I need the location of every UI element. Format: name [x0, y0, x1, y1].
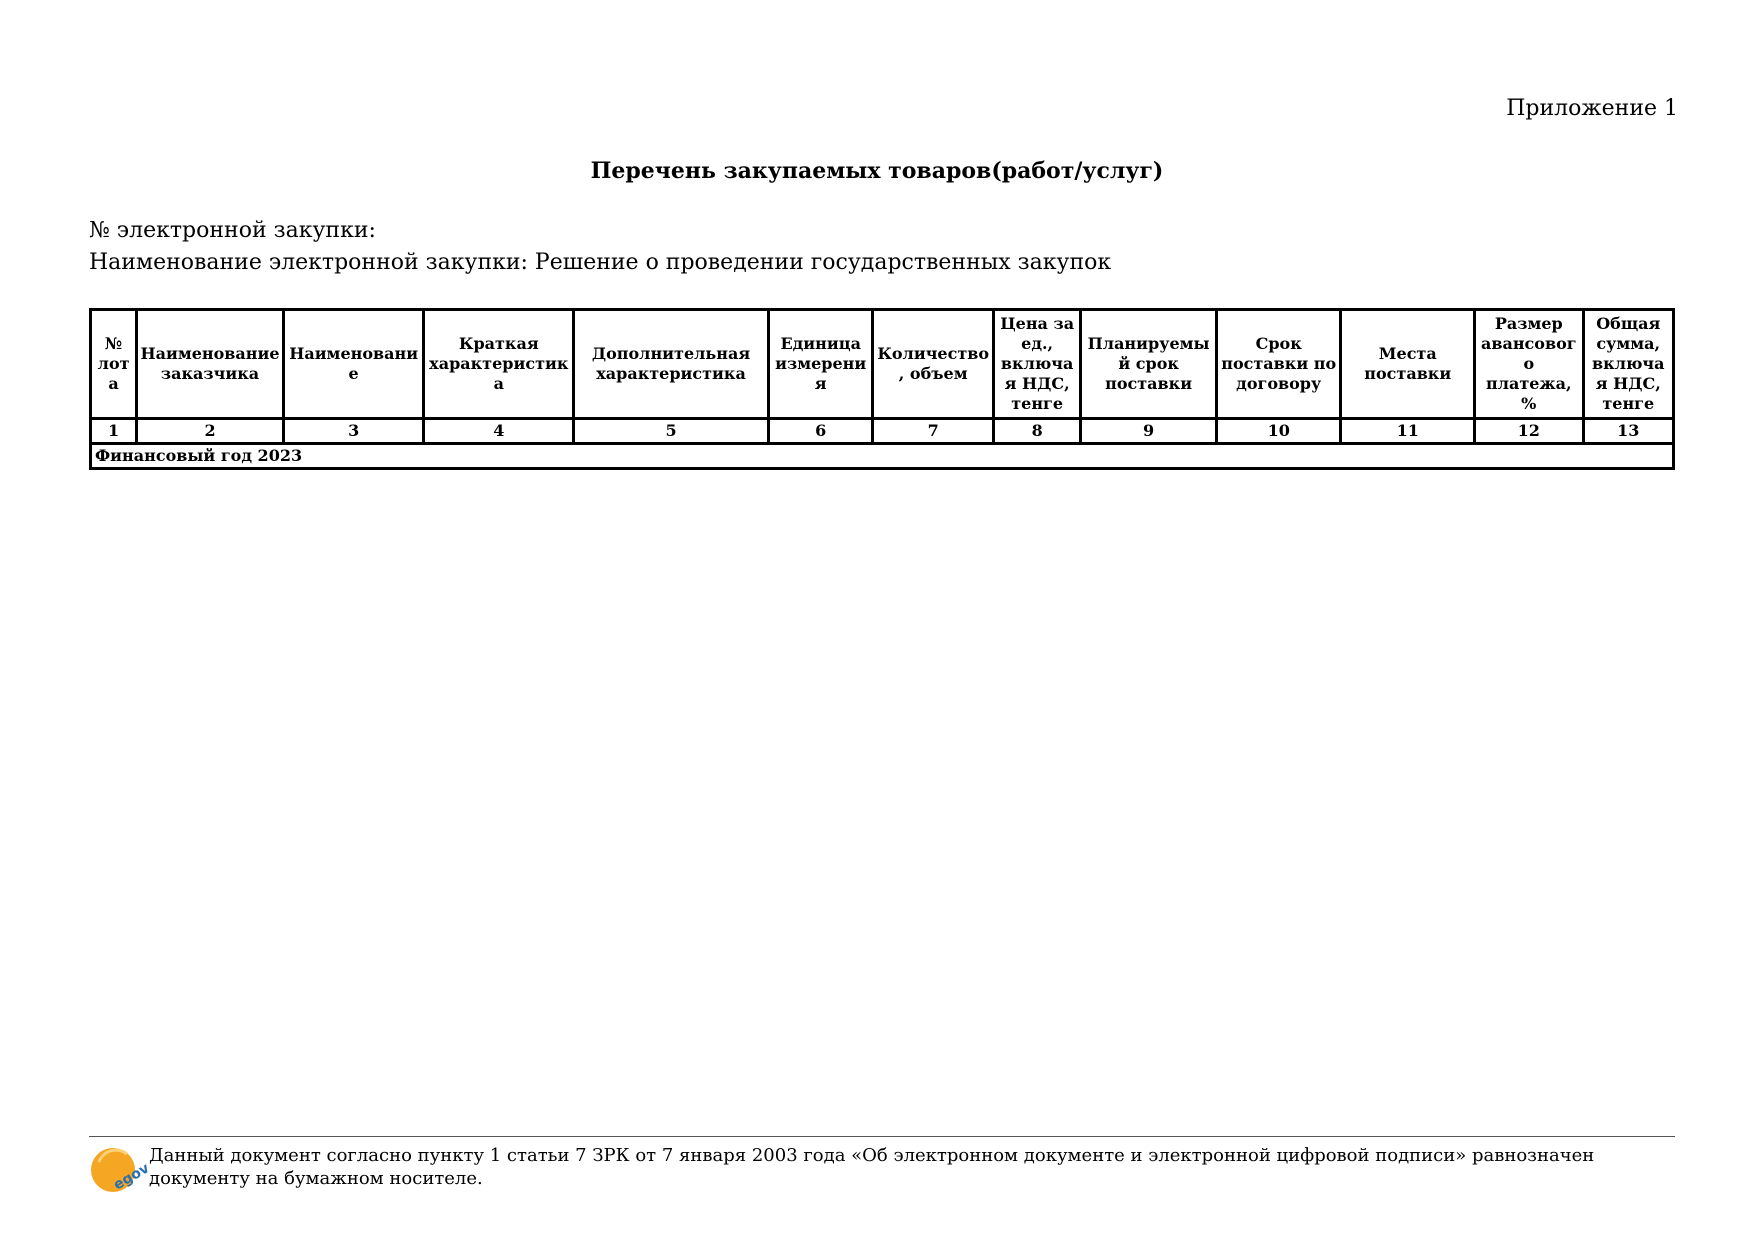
egov-logo-icon — [89, 1142, 153, 1194]
document-title: Перечень закупаемых товаров(работ/услуг) — [590, 158, 1164, 184]
column-number: 4 — [424, 419, 574, 444]
column-header: Места поставки — [1341, 310, 1475, 419]
svg-text:egov: egov — [111, 1160, 153, 1194]
footer-legal-text: Данный документ согласно пункту 1 статьи 7 ЗРК от 7 января 2003 года «Об электронном документе и электронной цифровой подписи» равнозначен документу на бумажном носителе. — [149, 1145, 1595, 1189]
column-header: Краткая характеристика — [424, 310, 574, 419]
table-header-row — [91, 310, 1674, 419]
procurement-number-label: № электронной закупки: — [89, 218, 376, 243]
column-number: 3 — [283, 419, 424, 444]
column-number: 6 — [768, 419, 872, 444]
column-header: Количество, объем — [873, 310, 994, 419]
fiscal-year-row — [91, 444, 1674, 469]
procurement-name-line: Наименование электронной закупки: Решение о проведении государственных закупок — [89, 250, 1112, 275]
column-header: Наименование — [283, 310, 424, 419]
column-header: Планируемый срок поставки — [1081, 310, 1217, 419]
column-number: 1 — [91, 419, 137, 444]
column-header: Размер авансового платежа, % — [1475, 310, 1583, 419]
column-number: 10 — [1216, 419, 1341, 444]
column-header: № лота — [91, 310, 137, 419]
column-number: 11 — [1341, 419, 1475, 444]
column-header: Общая сумма, включая НДС, тенге — [1583, 310, 1673, 419]
fiscal-year-label: Финансовый год 2023 — [91, 444, 1674, 469]
column-header: Дополнительная характеристика — [574, 310, 769, 419]
footer — [89, 1142, 1675, 1194]
column-number: 5 — [574, 419, 769, 444]
appendix-label: Приложение 1 — [1506, 96, 1678, 121]
column-number: 13 — [1583, 419, 1673, 444]
column-number: 8 — [993, 419, 1080, 444]
column-number: 2 — [137, 419, 284, 444]
column-number-row — [91, 419, 1674, 444]
column-header: Срок поставки по договору — [1216, 310, 1341, 419]
lots-table — [89, 308, 1675, 470]
column-header: Цена за ед., включая НДС, тенге — [993, 310, 1080, 419]
column-number: 12 — [1475, 419, 1583, 444]
column-header: Наименование заказчика — [137, 310, 284, 419]
column-number: 9 — [1081, 419, 1217, 444]
column-number: 7 — [873, 419, 994, 444]
column-header: Единица измерения — [768, 310, 872, 419]
footer-divider — [89, 1136, 1675, 1137]
